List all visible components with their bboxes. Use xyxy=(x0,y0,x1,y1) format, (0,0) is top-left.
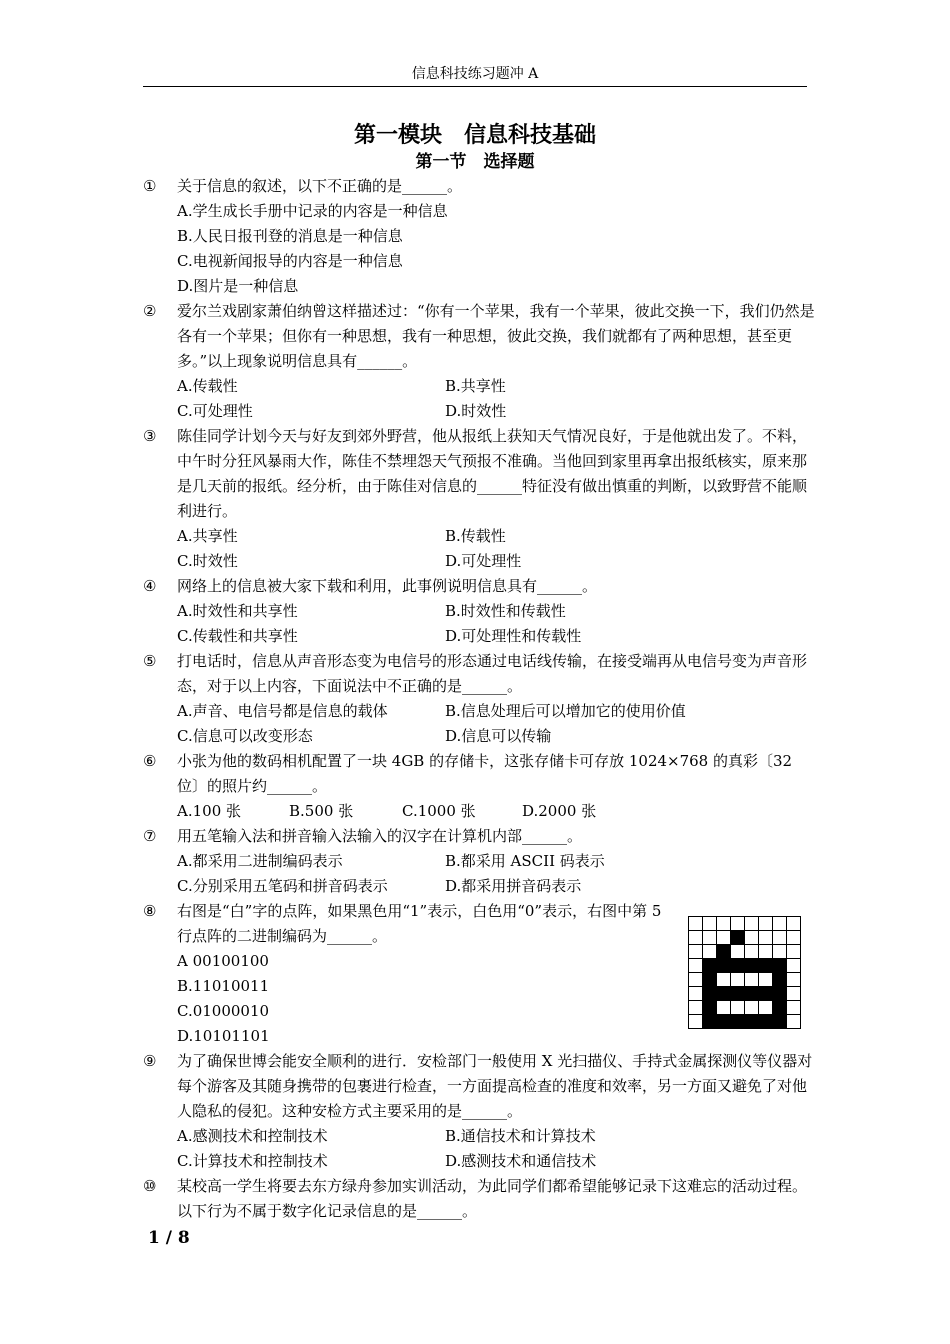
question-text: 用五笔输入法和拼音输入法输入的汉字在计算机内部______。 xyxy=(177,827,583,845)
module-title: 第一模块 信息科技基础 xyxy=(353,122,596,148)
dot-matrix-cell xyxy=(759,987,773,1001)
option-a: A.100 张 xyxy=(177,802,241,820)
option-a: A.时效性和共享性 xyxy=(177,602,298,620)
option-c: C.电视新闻报导的内容是一种信息 xyxy=(177,252,403,270)
dot-matrix-cell xyxy=(689,987,703,1001)
option-a: A.感测技术和控制技术 xyxy=(177,1127,328,1145)
question-number: ④ xyxy=(143,577,157,595)
dot-matrix-cell xyxy=(773,945,787,959)
dot-matrix-cell xyxy=(731,945,745,959)
dot-matrix-cell xyxy=(703,973,717,987)
dot-matrix-cell xyxy=(731,931,745,945)
dot-matrix-cell xyxy=(689,931,703,945)
question-text: 右图是“白”字的点阵，如果黑色用“1”表示，白色用“0”表示，右图中第 5 行点阵的二进制编码为______。 xyxy=(177,902,662,945)
dot-matrix-cell xyxy=(787,973,801,987)
dot-matrix-cell xyxy=(745,945,759,959)
dot-matrix-cell xyxy=(731,987,745,1001)
question-number: ⑥ xyxy=(143,752,157,770)
dot-matrix-cell xyxy=(773,973,787,987)
question-number: ⑨ xyxy=(143,1052,157,1070)
dot-matrix-cell xyxy=(745,959,759,973)
question-text: 为了确保世博会能安全顺利的进行．安检部门一般使用 X 光扫描仪、手持式金属探测仪等仪器对每个游客及其随身携带的包裹进行检查，一方面提高检查的准度和效率，另一方面又避免了对他人隐私的侵犯。这种安检方式主要采用的是______。 xyxy=(177,1052,813,1120)
dot-matrix-cell xyxy=(717,931,731,945)
dot-matrix-cell xyxy=(787,1015,801,1029)
dot-matrix-cell xyxy=(689,917,703,931)
question-number: ③ xyxy=(143,427,157,445)
question-number: ⑩ xyxy=(143,1177,157,1195)
dot-matrix-cell xyxy=(717,1001,731,1015)
dot-matrix-cell xyxy=(689,973,703,987)
dot-matrix-cell xyxy=(731,1015,745,1029)
question-text: 小张为他的数码相机配置了一块 4GB 的存储卡，这张存储卡可存放 1024×768 的真彩〔32 位〕的照片约______。 xyxy=(177,752,793,795)
option-b: B.时效性和传载性 xyxy=(445,602,566,620)
header-rule xyxy=(143,86,807,87)
dot-matrix-cell xyxy=(689,1001,703,1015)
dot-matrix-cell xyxy=(759,1015,773,1029)
dot-matrix-cell xyxy=(731,973,745,987)
dot-matrix-cell xyxy=(703,917,717,931)
dot-matrix-cell xyxy=(703,987,717,1001)
dot-matrix-cell xyxy=(759,973,773,987)
question-2 xyxy=(143,299,823,424)
dot-matrix-cell xyxy=(717,959,731,973)
dot-matrix-cell xyxy=(703,1015,717,1029)
page-header: 信息科技练习题冲 A xyxy=(411,66,539,82)
option-b: B.传载性 xyxy=(445,527,506,545)
option-c: C.传载性和共享性 xyxy=(177,627,298,645)
question-text: 某校高一学生将要去东方绿舟参加实训活动，为此同学们都希望能够记录下这难忘的活动过程。以下行为不属于数字化记录信息的是______。 xyxy=(177,1177,808,1220)
dot-matrix-cell xyxy=(787,931,801,945)
dot-matrix-cell xyxy=(787,987,801,1001)
dot-matrix-cell xyxy=(703,1001,717,1015)
option-a: A.声音、电信号都是信息的载体 xyxy=(177,702,388,720)
dot-matrix-cell xyxy=(745,1001,759,1015)
dot-matrix-cell xyxy=(745,987,759,1001)
dot-matrix-cell xyxy=(773,987,787,1001)
dot-matrix-cell xyxy=(787,917,801,931)
question-text: 打电话时，信息从声音形态变为电信号的形态通过电话线传输，在接受端再从电信号变为声音形态，对于以上内容，下面说法中不正确的是______。 xyxy=(177,652,808,695)
bai-dot-matrix-figure xyxy=(688,916,801,1029)
question-5 xyxy=(143,649,823,749)
page-number: 1 / 8 xyxy=(148,1228,190,1248)
dot-matrix-cell xyxy=(745,973,759,987)
question-9 xyxy=(143,1049,823,1174)
option-c: C.可处理性 xyxy=(177,402,253,420)
dot-matrix-cell xyxy=(717,987,731,1001)
option-d: D.可处理性和传载性 xyxy=(445,627,582,645)
option-d: D.信息可以传输 xyxy=(445,727,552,745)
dot-matrix-cell xyxy=(717,1015,731,1029)
dot-matrix-cell xyxy=(773,931,787,945)
dot-matrix-cell xyxy=(787,945,801,959)
dot-matrix-cell xyxy=(745,1015,759,1029)
option-b: B.人民日报刊登的消息是一种信息 xyxy=(177,227,403,245)
question-6 xyxy=(143,749,823,824)
question-10 xyxy=(143,1174,823,1224)
question-number: ⑧ xyxy=(143,902,157,920)
question-text: 网络上的信息被大家下载和利用，此事例说明信息具有______。 xyxy=(177,577,598,595)
dot-matrix-cell xyxy=(731,959,745,973)
question-text: 关于信息的叙述，以下不正确的是______。 xyxy=(177,177,463,195)
option-d: D.10101101 xyxy=(177,1027,270,1045)
dot-matrix-cell xyxy=(773,1001,787,1015)
dot-matrix-cell xyxy=(703,931,717,945)
dot-matrix-cell xyxy=(703,959,717,973)
option-d: D.时效性 xyxy=(445,402,507,420)
question-3 xyxy=(143,424,823,574)
option-c: C.信息可以改变形态 xyxy=(177,727,313,745)
dot-matrix-cell xyxy=(773,1015,787,1029)
dot-matrix-cell xyxy=(745,931,759,945)
question-number: ① xyxy=(143,177,157,195)
question-number: ⑦ xyxy=(143,827,157,845)
dot-matrix-cell xyxy=(717,945,731,959)
dot-matrix-cell xyxy=(773,959,787,973)
dot-matrix-cell xyxy=(759,959,773,973)
option-b: B.11010011 xyxy=(177,977,270,995)
option-c: C.时效性 xyxy=(177,552,238,570)
dot-matrix-cell xyxy=(703,945,717,959)
option-d: D.图片是一种信息 xyxy=(177,277,299,295)
question-number: ② xyxy=(143,302,157,320)
dot-matrix-cell xyxy=(787,1001,801,1015)
option-b: B.共享性 xyxy=(445,377,506,395)
dot-matrix-cell xyxy=(759,945,773,959)
option-b: B.通信技术和计算技术 xyxy=(445,1127,596,1145)
question-list xyxy=(143,174,823,1224)
dot-matrix-cell xyxy=(773,917,787,931)
option-d: D.都采用拼音码表示 xyxy=(445,877,582,895)
question-text: 陈佳同学计划今天与好友到郊外野营，他从报纸上获知天气情况良好，于是他就出发了。不料，中午时分狂风暴雨大作，陈佳不禁埋怨天气预报不准确。当他回到家里再拿出报纸核实，原来那是几天前的报纸。经分析，由于陈佳对信息的______特征没有做出慎重的判断，以致野营不能顺利进行。 xyxy=(177,427,808,520)
option-c: C.分别采用五笔码和拼音码表示 xyxy=(177,877,388,895)
dot-matrix-cell xyxy=(759,931,773,945)
option-b: B.信息处理后可以增加它的使用价值 xyxy=(445,702,686,720)
option-a: A.都采用二进制编码表示 xyxy=(177,852,343,870)
section-title: 第一节 选择题 xyxy=(415,152,535,172)
dot-matrix-cell xyxy=(717,973,731,987)
dot-matrix-cell xyxy=(787,959,801,973)
question-4 xyxy=(143,574,823,649)
dot-matrix-cell xyxy=(731,1001,745,1015)
option-a: A.共享性 xyxy=(177,527,238,545)
question-7 xyxy=(143,824,823,899)
option-b: B.500 张 xyxy=(289,802,354,820)
option-c: C.1000 张 xyxy=(402,802,476,820)
dot-matrix-cell xyxy=(745,917,759,931)
option-a: A.学生成长手册中记录的内容是一种信息 xyxy=(177,202,448,220)
option-a: A.传载性 xyxy=(177,377,238,395)
question-text: 爱尔兰戏剧家萧伯纳曾这样描述过：“你有一个苹果，我有一个苹果，彼此交换一下，我们仍然是各有一个苹果；但你有一种思想，我有一种思想，彼此交换，我们就都有了两种思想，甚至更多。”以上现象说明信息具有______。 xyxy=(177,302,815,370)
dot-matrix-cell xyxy=(717,917,731,931)
dot-matrix-cell xyxy=(759,1001,773,1015)
option-d: D.感测技术和通信技术 xyxy=(445,1152,597,1170)
option-b: B.都采用 ASCII 码表示 xyxy=(445,852,605,870)
dot-matrix-cell xyxy=(689,959,703,973)
option-c: C.计算技术和控制技术 xyxy=(177,1152,328,1170)
question-1 xyxy=(143,174,823,299)
option-d: D.2000 张 xyxy=(522,802,597,820)
option-c: C.01000010 xyxy=(177,1002,270,1020)
dot-matrix-cell xyxy=(689,945,703,959)
dot-matrix-cell xyxy=(759,917,773,931)
dot-matrix-cell xyxy=(689,1015,703,1029)
option-a: A 00100100 xyxy=(177,952,269,970)
dot-matrix-cell xyxy=(731,917,745,931)
question-number: ⑤ xyxy=(143,652,157,670)
option-d: D.可处理性 xyxy=(445,552,522,570)
